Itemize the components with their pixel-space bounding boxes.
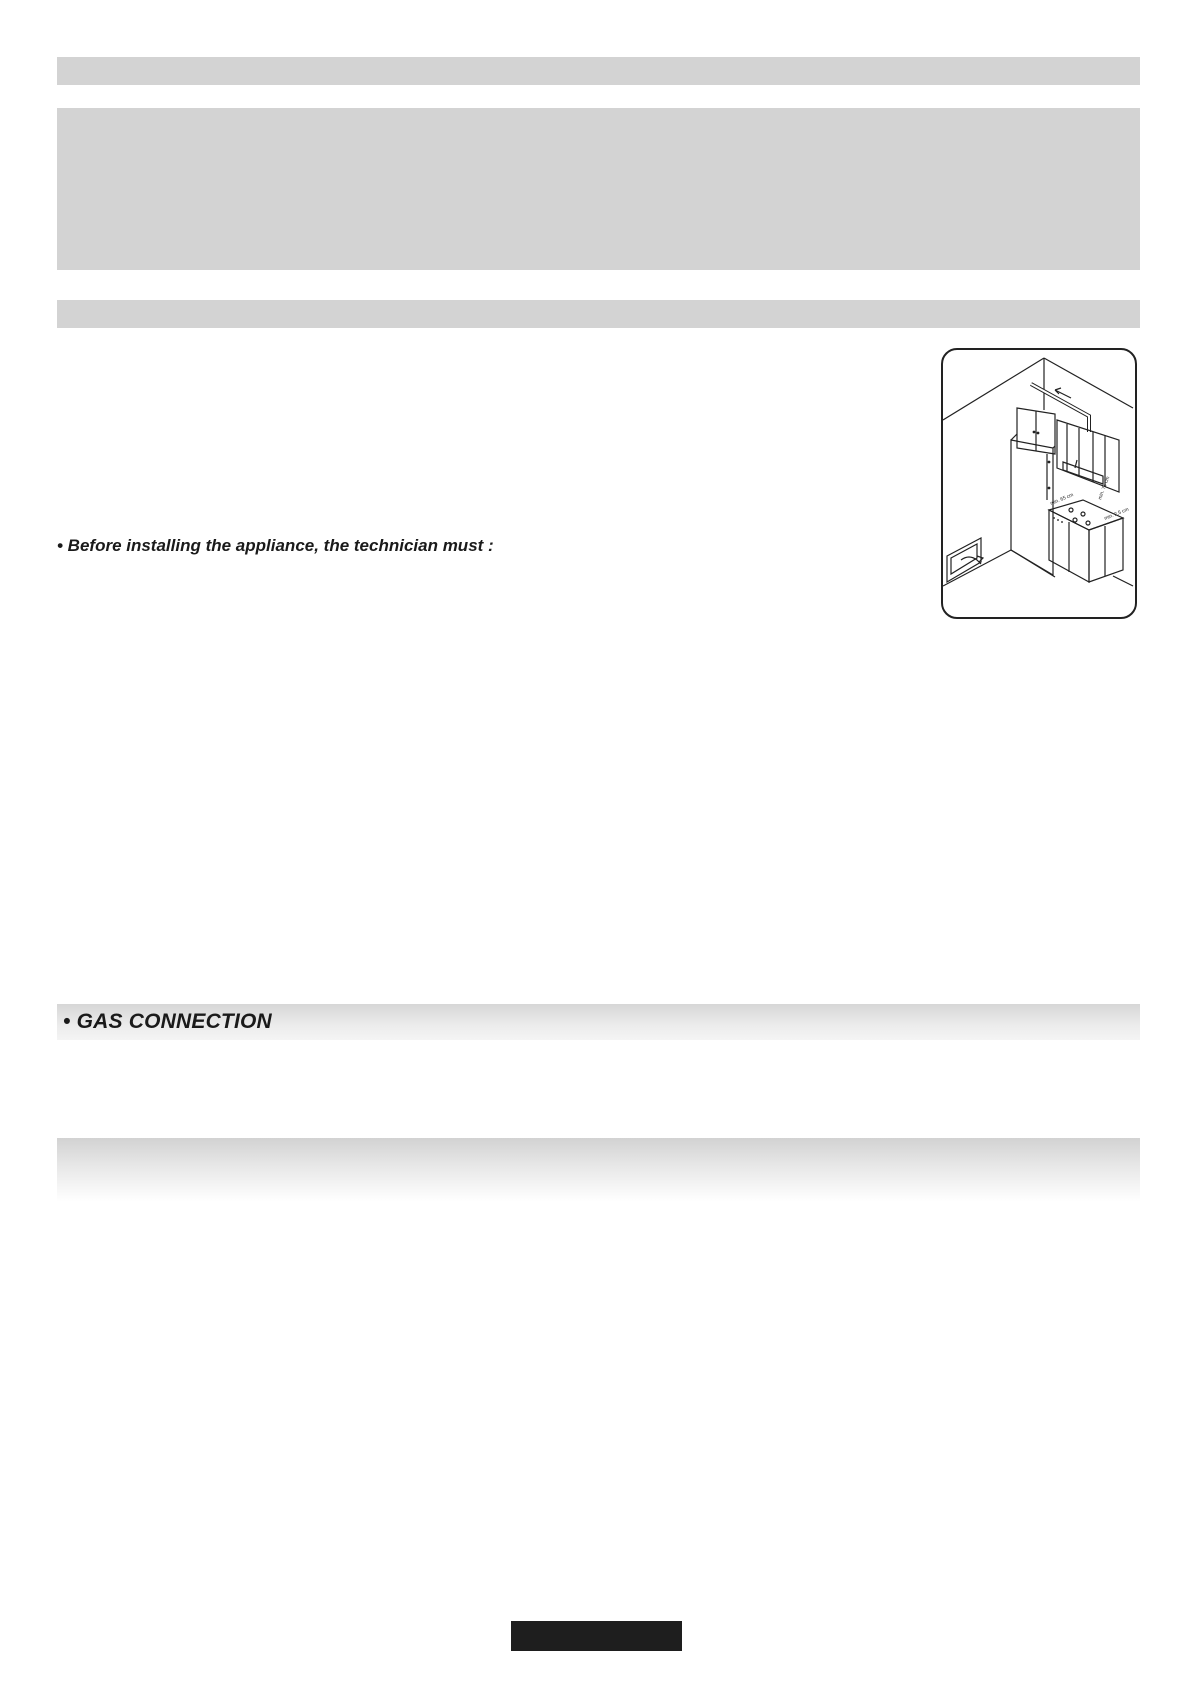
dim-label: min. 75 cm <box>1097 475 1112 501</box>
section-bar-installation <box>57 300 1140 328</box>
dim-label: min. 2,5 cm <box>1103 506 1130 522</box>
section-bar-top <box>57 57 1140 85</box>
gas-connection-header <box>57 1004 1140 1040</box>
page-number-box <box>511 1621 682 1651</box>
section-bar-fade <box>57 1138 1140 1202</box>
bullet-before-installing: • Before installing the appliance, the technician must : <box>57 536 494 555</box>
gas-connection-title: • GAS CONNECTION <box>63 1010 272 1033</box>
dim-label: min. 65 cm <box>1049 492 1075 507</box>
warning-box <box>57 108 1140 270</box>
kitchen-installation-illustration-icon <box>941 348 1137 619</box>
